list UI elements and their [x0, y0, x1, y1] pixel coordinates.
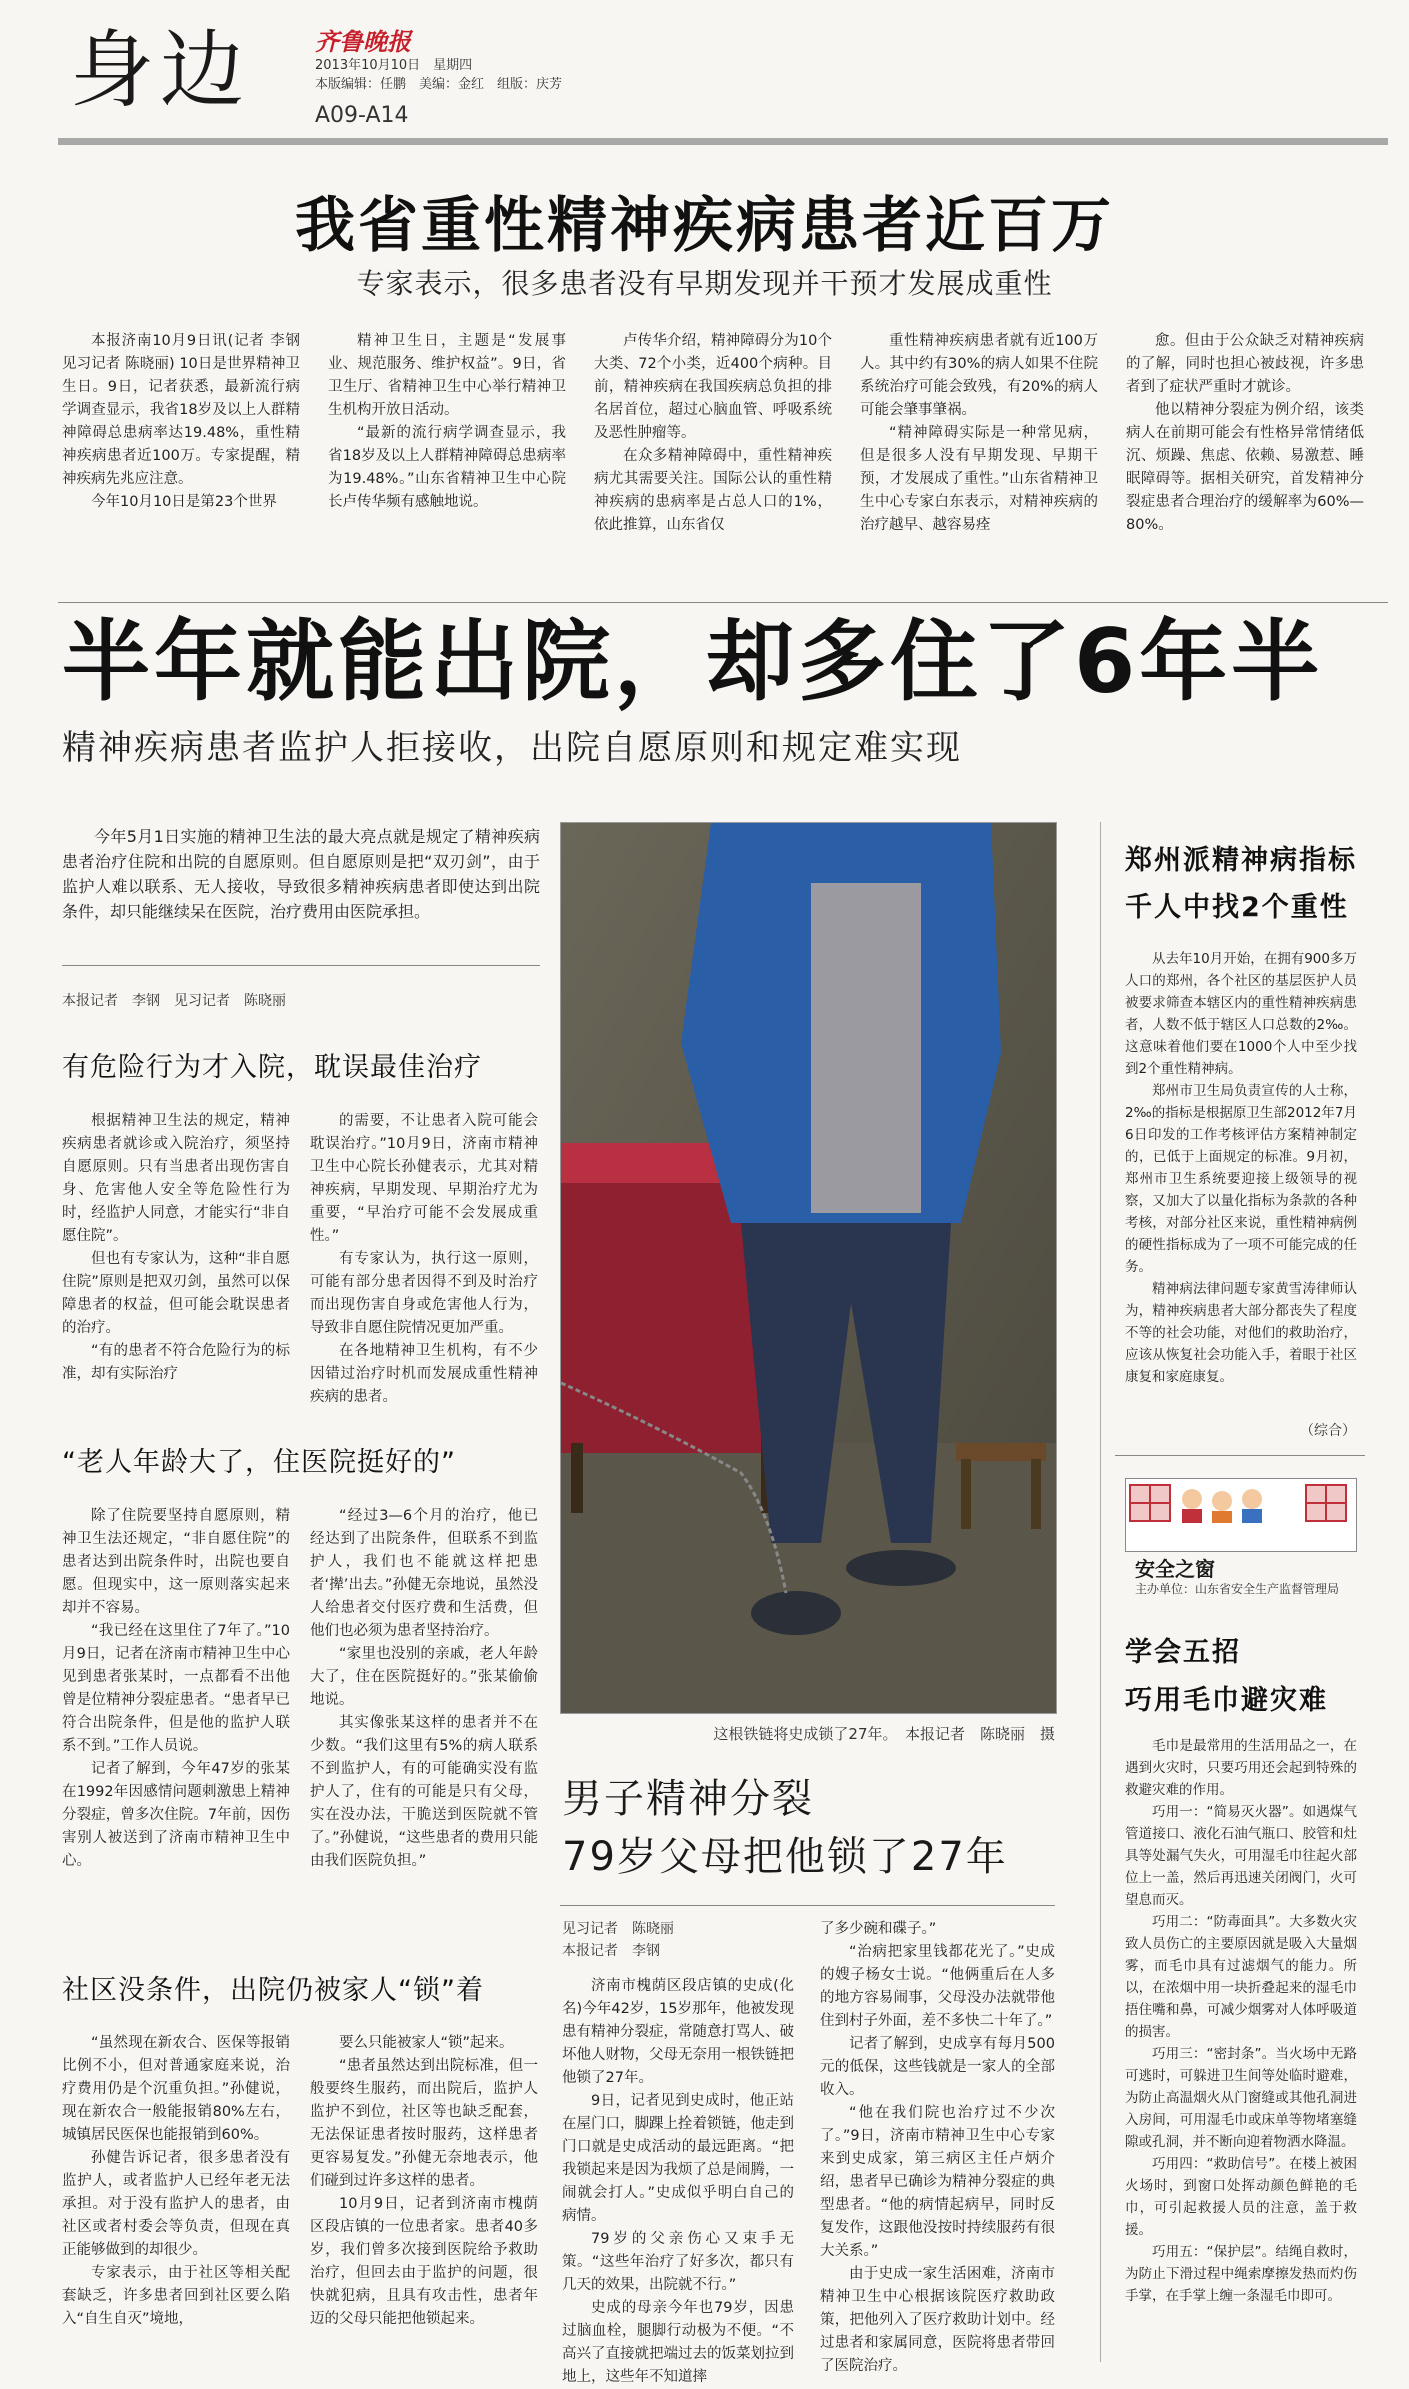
sub3-col2: 要么只能被家人“锁”起来。 “患者虽然达到出院标准，但一般要终生服药，而出院后，监护人监护不到位，社区等也缺乏配套，无法保证患者按时服药，这样患者更容易复发。”孙健无奈地表示，他们碰到过许多这样的患者。 10月9日，记者到济南市槐荫区段店镇的一位患者家。患者40多岁，我们曾多次接到医院给予救助治疗，但回去由于监护的问题，很快就犯病，且具有攻击性，患者年迈的父母只能把他锁起来。	[310, 2035, 538, 2327]
header-rule	[58, 138, 1388, 145]
paper-logo: 齐鲁晚报	[315, 28, 411, 56]
story2-byline: 本报记者 李钢 见习记者 陈晓丽	[62, 993, 286, 1009]
feature-col1: 济南市槐荫区段店镇的史成(化名)今年42岁，15岁那年，他被发现患有精神分裂症，常随意打骂人、破坏他人财物，父母无奈用一根铁链把他锁了27年。 9日，记者见到史成时，他正站在屋门口，脚踝上拴着锁链，他走到门口就是史成活动的最远距离。“把我锁起来是因为我烦了总是闹腾，一闹就会打人。”史成似乎明白自己的病情。 79岁的父亲伤心又束手无策。“这些年治疗了好多次，都只有几天的效果，出院就不行。” 史成的母亲今年也79岁，因患过脑血栓，腿脚行动极为不便。“不高兴了直接就把端过去的饭菜划拉到地上，这些年不知道摔	[562, 1978, 794, 2385]
lead-rule	[62, 965, 540, 966]
sidebar1-title-line1: 郑州派精神病指标	[1125, 845, 1357, 876]
safety-window-label: 安全之窗	[1135, 1557, 1215, 1581]
sidebar2-body: 毛巾是最常用的生活用品之一，在遇到火灾时，只要巧用还会起到特殊的救避灾难的作用。 巧用一：“简易灭火器”。如遇煤气管道接口、液化石油气瓶口、胶管和灶具等处漏气失火，可用湿毛巾往起火部位上一盖，然后再迅速关闭阀门，火可望息而灭。 巧用二：“防毒面具”。大多数火灾致人员伤亡的主要原因就是吸入大量烟雾，而毛巾具有过滤烟气的能力。所以，在浓烟中用一块折叠起来的湿毛巾捂住嘴和鼻，可减少烟雾对人体呼吸道的损害。 巧用三：“密封条”。当火场中无路可逃时，可躲进卫生间等处临时避难，为防止高温烟火从门窗缝或其他孔洞进入房间，可用湿毛巾或床单等物堵塞缝隙或孔洞，并不断向迎着物洒水降温。 巧用四：“救助信号”。在楼上被困火场时，到窗口处挥动颜色鲜艳的毛巾，可引起救援人员的注意，盖于救援。 巧用五：“保护层”。结绳自救时，为防止下滑过程中绳索摩擦发热而灼伤手掌，在手掌上缠一条湿毛巾即可。	[1125, 1738, 1357, 2304]
photo-caption: 这根铁链将史成锁了27年。 本报记者 陈晓丽 摄	[713, 1725, 1055, 1743]
story2-subhead: 精神疾病患者监护人拒接收，出院自愿原则和规定难实现	[62, 728, 962, 768]
story2-headline: 半年就能出院，却多住了6年半	[62, 610, 1324, 713]
story1-col5: 愈。但由于公众缺乏对精神疾病的了解，同时也担心被歧视，许多患者到了症状严重时才就诊。 他以精神分裂症为例介绍，该类病人在前期可能会有性格异常情绪低沉、烦躁、焦虑、依赖、易激惹、睡眠障碍等。据相关研究，首发精神分裂症患者合理治疗的缓解率为60%—80%。	[1126, 333, 1364, 533]
sidebar1-rule	[1115, 1455, 1365, 1456]
story1-col3: 卢传华介绍，精神障碍分为10个大类、72个小类，近400个病种。目前，精神疾病在我国疾病总负担的排名居首位，超过心脑血管、呼吸系统及恶性肿瘤等。 在众多精神障碍中，重性精神疾病尤其需要关注。国际公认的重性精神疾病的患病率是占总人口的1%，依此推算，山东省仅	[594, 333, 832, 533]
section-title: 身边	[70, 21, 251, 119]
story-divider	[58, 602, 1388, 603]
feature-rule	[560, 1905, 1055, 1906]
sub3-col1: “虽然现在新农合、医保等报销比例不小，但对普通家庭来说，治疗费用仍是个沉重负担。”孙健说，现在新农合一般能报销80%左右，城镇居民医保也能报销到60%。 孙健告诉记者，很多患者没有监护人，或者监护人已经年老无法承担。对于没有监护人的患者，由社区或者村委会等负责，但现在真正能够做到的却很少。 专家表示，由于社区等相关配套缺乏，许多患者回到社区要么陷入“自生自灭”境地，	[62, 2035, 290, 2327]
feature-title-line2: 79岁父母把他锁了27年	[562, 1834, 1008, 1880]
sidebar1-title-line2: 千人中找2个重性	[1125, 892, 1349, 923]
sidebar2-title-line1: 学会五招	[1125, 1637, 1241, 1668]
sidebar1-credit: （综合）	[1300, 1423, 1356, 1439]
sub2-col2: “经过3—6个月的治疗，他已经达到了出院条件，但联系不到监护人，我们也不能就这样把患者‘撵’出去。”孙健无奈地说，虽然没人给患者交付医疗费和生活费，但他们也必须为患者坚持治疗。 “家里也没别的亲戚，老人年龄大了，住在医院挺好的。”张某偷偷地说。 其实像张某这样的患者并不在少数。“我们这里有5%的病人联系不到监护人，有的可能确实没有监护人了，住有的可能是只有父母，实在没办法，干脆送到医院就不管了。”孙健说，“这些患者的费用只能由我们医院负担。”	[310, 1508, 538, 1869]
issue-date: 2013年10月10日 星期四	[315, 58, 473, 73]
subhead-1: 有危险行为才入院，耽误最佳治疗	[62, 1052, 482, 1083]
story1-col2: 精神卫生日，主题是“发展事业、规范服务、维护权益”。9日，省卫生厅、省精神卫生中心举行精神卫生机构开放日活动。 “最新的流行病学调查显示，我省18岁及以上人群精神障碍总患病率为19.48%。”山东省精神卫生中心院长卢传华频有感触地说。	[328, 333, 566, 510]
editors-credit: 本版编辑：任鹏 美编：金红 组版：庆芳	[315, 77, 563, 92]
story1-subhead: 专家表示，很多患者没有早期发现并干预才发展成重性	[356, 267, 1053, 300]
chained-man-photo	[560, 822, 1057, 1714]
story1-col4: 重性精神疾病患者就有近100万人。其中约有30%的病人如果不住院系统治疗可能会致残，有20%的病人可能会肇事肇祸。 “精神障碍实际是一种常见病，但是很多人没有早期发现、早期干预，才发展成了重性。”山东省精神卫生中心专家白东表示，对精神疾病的治疗越早、越容易痊	[860, 333, 1098, 533]
subhead-2: “老人年龄大了，住医院挺好的”	[62, 1447, 456, 1478]
sub1-col1: 根据精神卫生法的规定，精神疾病患者就诊或入院治疗，须坚持自愿原则。只有当患者出现伤害自身、危害他人安全等危险性行为时，经监护人同意，才能实行“非自愿住院”。 但也有专家认为，这种“非自愿住院”原则是把双刃剑，虽然可以保障患者的权益，但可能会耽误患者的治疗。 “有的患者不符合危险行为的标准，却有实际治疗	[62, 1113, 290, 1382]
story1-headline: 我省重性精神疾病患者近百万	[295, 191, 1114, 261]
sub1-col2: 的需要，不让患者入院可能会耽误治疗。”10月9日，济南市精神卫生中心院长孙健表示，尤其对精神疾病，早期发现、早期治疗尤为重要，“早治疗可能不会发展成重性。” 有专家认为，执行这一原则，可能有部分患者因得不到及时治疗而出现伤害自身或危害他人行为，导致非自愿住院情况更加严重。 在各地精神卫生机构，有不少因错过治疗时机而发展成重性精神疾病的患者。	[310, 1113, 538, 1405]
photo-illustration	[561, 823, 1056, 1713]
feature-byline-1: 见习记者 陈晓丽	[562, 1921, 674, 1937]
story1-col1: 本报济南10月9日讯(记者 李钢 见习记者 陈晓丽) 10日是世界精神卫生日。9日，记者获悉，最新流行病学调查显示，我省18岁及以上人群精神障碍总患病率达19.48%，重性精神疾病患者近100万。专家提醒，精神疾病先兆应注意。 今年10月10日是第23个世界	[62, 333, 300, 510]
sub2-col1: 除了住院要坚持自愿原则，精神卫生法还规定，“非自愿住院”的患者达到出院条件时，出院也要自愿。但现实中，这一原则落实起来却并不容易。 “我已经在这里住了7年了。”10月9日，记者在济南市精神卫生中心见到患者张某时，一点都看不出他曾是位精神分裂症患者。“患者早已符合出院条件，但是他的监护人联系不到。”工作人员说。 记者了解到，今年47岁的张某在1992年因感情问题刺激患上精神分裂症，曾多次住院。7年前，因伤害别人被送到了济南市精神卫生中心。	[62, 1508, 290, 1869]
sidebar2-title-line2: 巧用毛巾避灾难	[1125, 1685, 1328, 1716]
page-range: A09-A14	[315, 103, 409, 128]
subhead-3: 社区没条件，出院仍被家人“锁”着	[62, 1975, 484, 2006]
safety-window-sponsor: 主办单位：山东省安全生产监督管理局	[1135, 1582, 1340, 1596]
story2-lead: 今年5月1日实施的精神卫生法的最大亮点就是规定了精神疾病患者治疗住院和出院的自愿原则。但自愿原则是把“双刃剑”，由于监护人难以联系、无人接收，导致很多精神疾病患者即使达到出院条件，却只能继续呆在医院，治疗费用由医院承担。	[62, 827, 540, 921]
sidebar-divider	[1100, 822, 1101, 2362]
safety-window-logo	[1125, 1478, 1357, 1552]
safety-window-icon	[1126, 1479, 1356, 1551]
feature-title-line1: 男子精神分裂	[562, 1776, 814, 1822]
feature-byline-2: 本报记者 李钢	[562, 1943, 660, 1959]
feature-col2: 了多少碗和碟子。” “治病把家里钱都花光了。”史成的嫂子杨女士说。“他俩重后在人多的地方容易闹事，父母没办法就带他住到村子外面，差不多快二十年了。” 记者了解到，史成享有每月500元的低保，这些钱就是一家人的全部收入。 “他在我们院也治疗过不少次了。”9日，济南市精神卫生中心专家来到史成家，第三病区主任卢炳介绍，患者早已确诊为精神分裂症的典型患者。“他的病情起病早，同时反复发作，这跟他没按时持续服药有很大关系。” 由于史成一家生活困难，济南市精神卫生中心根据该院医疗救助政策，把他列入了医疗救助计划中。经过患者和家属同意，医院将患者带回了医院治疗。	[820, 1921, 1055, 2374]
sidebar1-body: 从去年10月开始，在拥有900多万人口的郑州，各个社区的基层医护人员被要求筛查本辖区内的重性精神疾病患者，人数不低于辖区人口总数的2‰。这意味着他们要在1000个人中至少找到2个重性精神病。 郑州市卫生局负责宣传的人士称，2‰的指标是根据原卫生部2012年7月6日印发的工作考核评估方案精神制定的，已低于上面规定的标准。9月初，郑州市卫生系统要迎接上级领导的视察，又加大了以量化指标为条款的各种考核，对部分社区来说，重性精神病例的硬性指标成为了一项不可能完成的任务。 精神病法律问题专家黄雪涛律师认为，精神疾病患者大部分都丧失了程度不等的社会功能，对他们的救助治疗，应该从恢复社会功能入手，着眼于社区康复和家庭康复。	[1125, 951, 1357, 1385]
